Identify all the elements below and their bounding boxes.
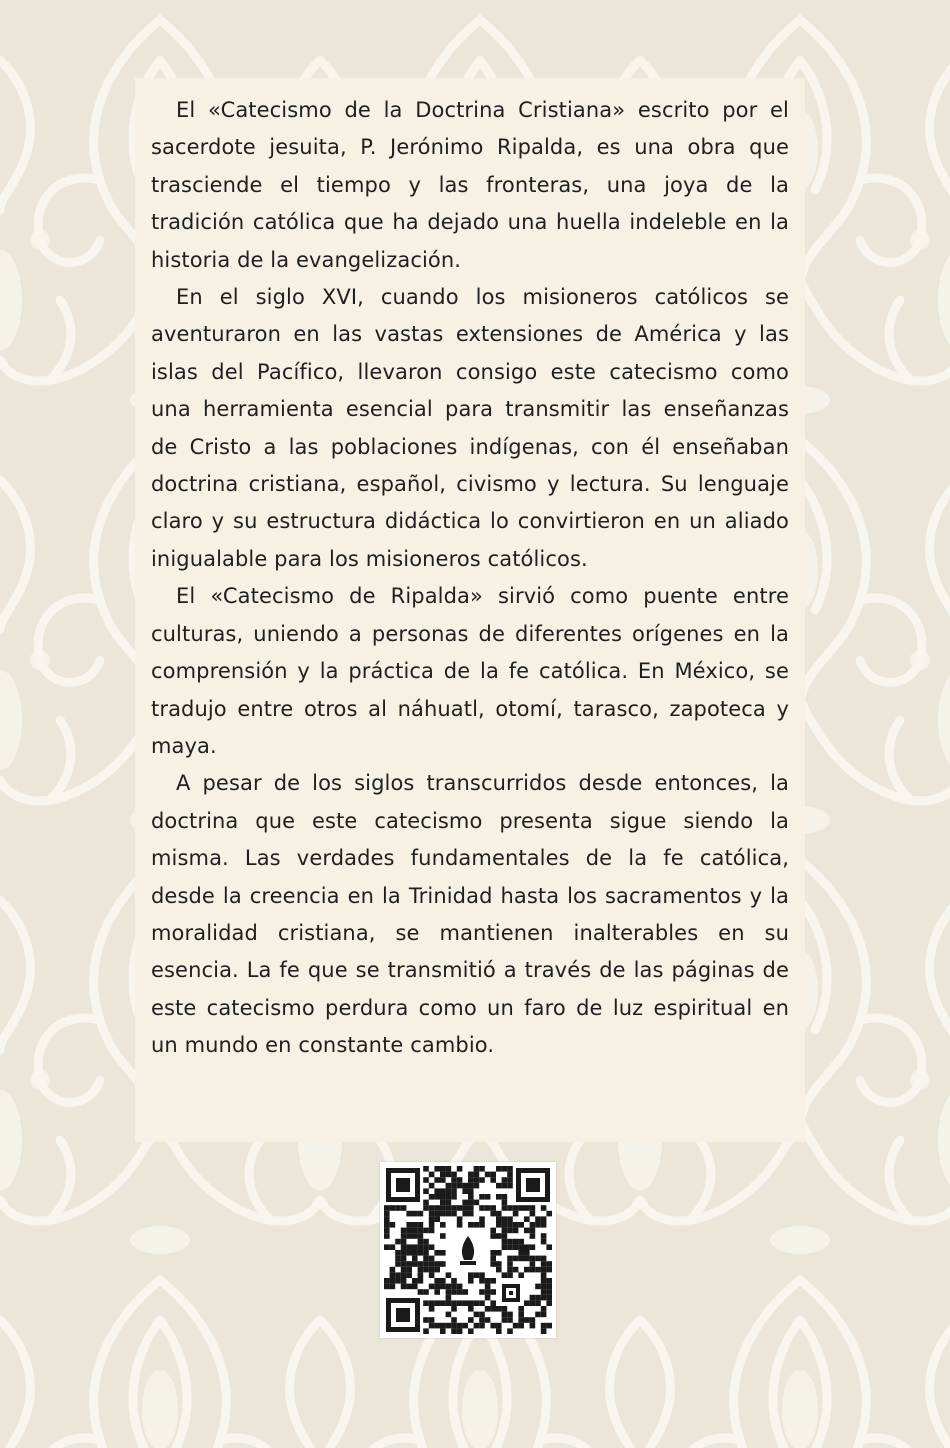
paragraph-2: En el siglo XVI, cuando los misioneros católicos se aventuraron en las vastas extensiones de América y las islas del Pacífico, llevaron consigo este catecismo como una herramienta esencial para transmitir las enseñanzas de Cristo a las poblaciones indígenas, con él enseñaban doctrina cristiana, español, civismo y lectura. Su lenguaje claro y su estructura didáctica lo convirtieron en un aliado inigualable para los misioneros católicos. — [151, 285, 789, 571]
paragraph-4: A pesar de los siglos transcurridos desde entonces, la doctrina que este catecismo presenta sigue siendo la misma. Las verdades fundamentales de la fe católica, desde la creencia en la Trinidad hasta los sacramentos y la moralidad cristiana, se mantienen inalterables en su esencia. La fe que se transmitió a través de las páginas de este catecismo perdura como un faro de luz espiritual en un mundo en constante cambio. — [151, 771, 789, 1058]
qr-code — [380, 1162, 556, 1338]
paragraph-3: El «Catecismo de Ripalda» sirvió como puente entre culturas, uniendo a personas de diferentes orígenes en la comprensión y la práctica de la fe católica. En México, se tradujo entre otros al náhuatl, otomí, tarasco, zapoteca y maya. — [151, 584, 789, 758]
text-panel — [135, 78, 805, 1142]
paragraph-1: El «Catecismo de la Doctrina Cristiana» escrito por el sacerdote jesuita, P. Jerónimo Ripalda, es una obra que trasciende el tiempo y las fronteras, una joya de la tradición católica que ha dejado una huella indeleble en la historia de la evangelización. — [151, 98, 789, 272]
qr-code-icon — [384, 1166, 552, 1334]
